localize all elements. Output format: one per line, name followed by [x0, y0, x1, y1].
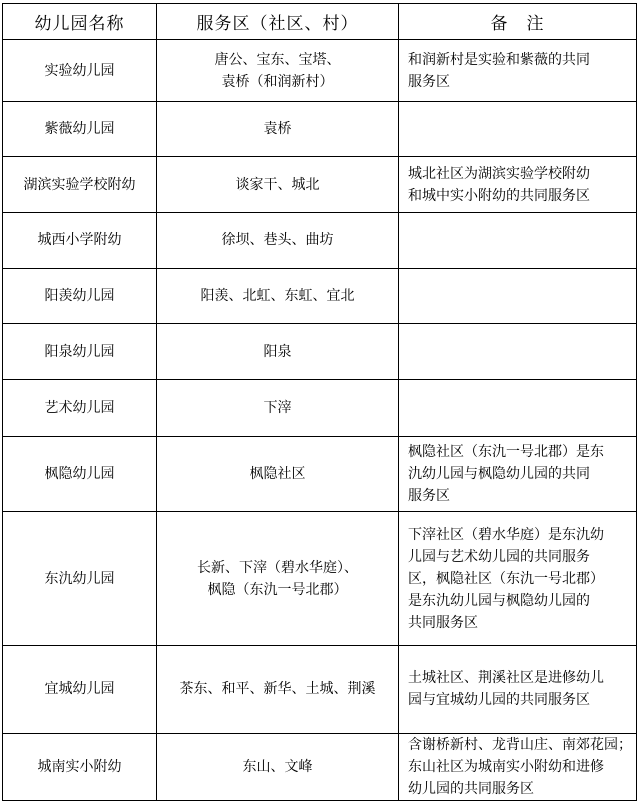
service-area-line: 徐坝、巷头、曲坊: [221, 232, 334, 249]
notes-line: 东山社区为城南实小附幼和进修: [408, 758, 604, 775]
service-area-cell: [157, 511, 399, 646]
notes-line: 是东氿幼儿园与枫隐幼儿园的: [408, 592, 590, 609]
notes-line: 和城中实小附幼的共同服务区: [408, 187, 590, 204]
table-row: [3, 733, 637, 800]
table-row: [3, 511, 637, 646]
notes-cell: [399, 436, 637, 511]
service-area-line: 阳泉: [263, 343, 292, 360]
notes-cell: [399, 157, 637, 212]
service-area-line: 袁桥: [263, 121, 292, 138]
service-area-line: 长新、下滓（碧水华庭）、: [197, 559, 358, 576]
notes-line: 氿幼儿园与枫隐幼儿园的共同: [408, 465, 590, 482]
notes-line: 园与宜城幼儿园的共同服务区: [408, 692, 590, 709]
service-area-cell: [157, 102, 399, 157]
kindergarten-name-cell: 紫薇幼儿园: [3, 102, 157, 157]
header-kindergarten-name: 幼儿园名称: [3, 4, 157, 40]
notes-line: 服务区: [408, 487, 450, 504]
notes-line: 枫隐社区（东氿一号北郡）是东: [408, 443, 604, 460]
table-row: [3, 212, 637, 268]
table-row: [3, 268, 637, 323]
service-area-line: 茶东、和平、新华、土城、荆溪: [179, 681, 376, 698]
notes-cell: [399, 268, 637, 323]
service-area-cell: [157, 380, 399, 436]
notes-line: 和润新村是实验和紫薇的共同: [408, 51, 590, 68]
notes-cell: [399, 40, 637, 102]
kindergarten-name-cell: 宜城幼儿园: [3, 646, 157, 733]
service-area-line: 谈家干、城北: [235, 176, 320, 193]
kindergarten-name-cell: 阳泉幼儿园: [3, 324, 157, 380]
service-area-cell: [157, 646, 399, 733]
service-area-line: 东山、文峰: [242, 758, 313, 775]
table-row: [3, 40, 637, 102]
kindergarten-name-cell: 东氿幼儿园: [3, 511, 157, 646]
header-notes: 备 注: [399, 4, 637, 40]
notes-line: 幼儿园的共同服务区: [408, 780, 534, 797]
table-row: [3, 157, 637, 212]
table-body: [3, 40, 637, 801]
notes-cell: [399, 102, 637, 157]
notes-cell: [399, 380, 637, 436]
service-area-cell: [157, 324, 399, 380]
table-row: [3, 436, 637, 511]
kindergarten-name-cell: 艺术幼儿园: [3, 380, 157, 436]
service-area-line: 袁桥（和润新村）: [221, 73, 334, 90]
notes-cell: [399, 646, 637, 733]
kindergarten-name-cell: 湖滨实验学校附幼: [3, 157, 157, 212]
kindergarten-name-cell: 阳羡幼儿园: [3, 268, 157, 323]
notes-line: 区，枫隐社区（东氿一号北郡）: [408, 570, 604, 587]
service-area-line: 唐公、宝东、宝塔、: [214, 51, 341, 68]
service-area-cell: [157, 40, 399, 102]
table-row: [3, 380, 637, 436]
service-area-cell: [157, 212, 399, 268]
kindergarten-name-cell: 实验幼儿园: [3, 40, 157, 102]
notes-cell: [399, 212, 637, 268]
table-row: [3, 646, 637, 733]
notes-line: 服务区: [408, 73, 450, 90]
notes-line: 城北社区为湖滨实验学校附幼: [408, 165, 590, 182]
service-area-cell: [157, 157, 399, 212]
kindergarten-name-cell: 城西小学附幼: [3, 212, 157, 268]
table-row: [3, 102, 637, 157]
notes-line: 下滓社区（碧水华庭）是东氿幼: [408, 526, 604, 543]
notes-cell: [399, 511, 637, 646]
notes-line: 共同服务区: [408, 614, 478, 631]
header-service-area: 服务区（社区、村）: [157, 4, 399, 40]
service-area-line: 下滓: [263, 399, 292, 416]
service-area-cell: [157, 733, 399, 800]
service-area-cell: [157, 268, 399, 323]
header-row: [3, 4, 637, 40]
notes-line: 含谢桥新村、龙背山庄、南郊花园；: [408, 736, 632, 753]
service-area-line: 阳羡、北虹、东虹、宜北: [200, 287, 355, 304]
kindergarten-name-cell: 城南实小附幼: [3, 733, 157, 800]
kindergarten-name-cell: 枫隐幼儿园: [3, 436, 157, 511]
service-area-line: 枫隐（东氿一号北郡）: [207, 581, 348, 598]
service-area-cell: [157, 436, 399, 511]
notes-line: 土城社区、荆溪社区是进修幼儿: [408, 670, 604, 687]
kindergarten-service-area-table: [2, 3, 637, 801]
notes-cell: [399, 324, 637, 380]
notes-line: 儿园与艺术幼儿园的共同服务: [408, 548, 590, 565]
service-area-line: 枫隐社区: [249, 465, 306, 482]
notes-cell: [399, 733, 637, 800]
table-row: [3, 324, 637, 380]
